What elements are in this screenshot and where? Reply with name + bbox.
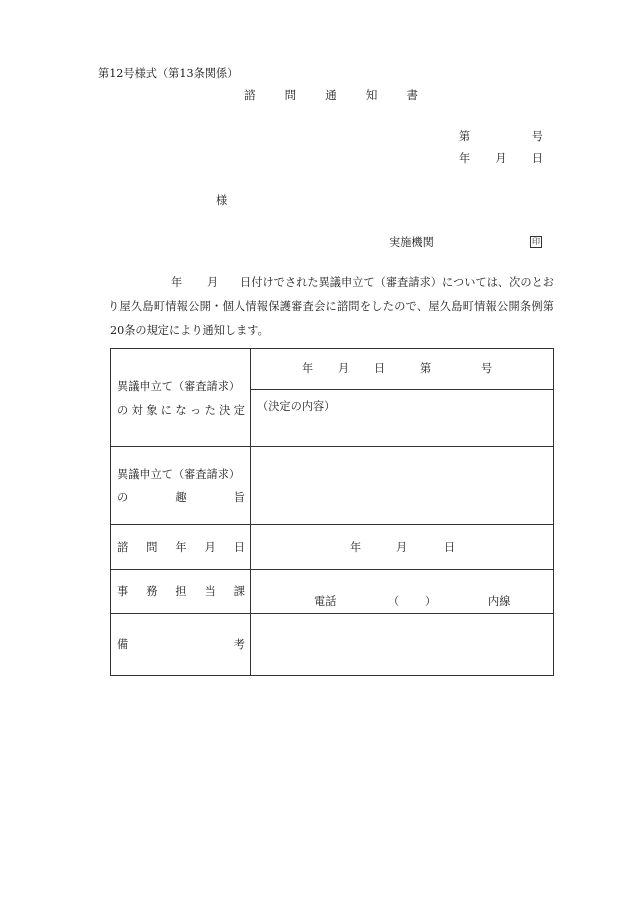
table-row-divider bbox=[111, 613, 553, 614]
label-char: た bbox=[204, 404, 216, 417]
label-char: 対 bbox=[131, 404, 143, 417]
document-title bbox=[244, 90, 418, 102]
paren-close: ） bbox=[425, 595, 437, 608]
table-row-divider bbox=[111, 524, 553, 525]
row-decision-content: （決定の内容） bbox=[257, 400, 336, 413]
row-remarks-label bbox=[117, 639, 245, 650]
extension-label: 内線 bbox=[488, 595, 511, 608]
form-number: 第12号様式（第13条関係） bbox=[98, 67, 239, 80]
table-column-divider bbox=[250, 349, 251, 675]
row-inquiry-date-label bbox=[117, 542, 245, 553]
title-char: 問 bbox=[284, 88, 297, 102]
body-year: 年 bbox=[171, 276, 183, 289]
inquiry-year: 年 bbox=[350, 541, 362, 554]
date-day: 日 bbox=[531, 152, 543, 165]
label-char: 担 bbox=[175, 585, 187, 598]
inquiry-table bbox=[110, 348, 554, 676]
label-char: 問 bbox=[146, 541, 158, 554]
seal-char: 印 bbox=[532, 237, 540, 246]
label-char: 当 bbox=[204, 585, 216, 598]
row-decision-label-line2 bbox=[117, 405, 245, 416]
label-char: 定 bbox=[233, 404, 245, 417]
row-decision-label-line1: 異議申立て（審査請求） bbox=[117, 380, 241, 393]
label-char: っ bbox=[189, 404, 202, 417]
doc-number-prefix: 第 bbox=[459, 130, 471, 143]
phone-label: 電話 bbox=[314, 595, 337, 608]
label-char: 年 bbox=[175, 541, 187, 554]
addressee-suffix: 様 bbox=[216, 194, 228, 207]
label-char: 象 bbox=[146, 404, 158, 417]
body-line-3: 20条の規定により通知します。 bbox=[110, 324, 269, 337]
table-row-divider bbox=[111, 446, 553, 447]
label-char: 諮 bbox=[117, 541, 129, 554]
document-number bbox=[459, 131, 543, 142]
row-purpose-label-line1: 異議申立て（審査請求） bbox=[117, 468, 241, 481]
decision-number-suffix: 号 bbox=[481, 362, 493, 375]
title-char: 通 bbox=[325, 88, 337, 102]
label-char: 考 bbox=[233, 638, 245, 651]
paren-open: （ bbox=[388, 595, 400, 608]
label-char: に bbox=[160, 404, 172, 417]
label-char: 課 bbox=[233, 585, 245, 598]
inquiry-day: 日 bbox=[444, 541, 456, 554]
issuer-label: 実施機関 bbox=[389, 236, 434, 249]
label-char: 趣 bbox=[175, 491, 187, 504]
label-char: 務 bbox=[146, 585, 158, 598]
body-paragraph bbox=[110, 271, 554, 343]
date-year: 年 bbox=[459, 152, 471, 165]
body-line-2: り屋久島町情報公開・個人情報保護審査会に諮問をしたので、屋久島町情報公開条例第 bbox=[108, 300, 554, 313]
label-char: 旨 bbox=[233, 491, 245, 504]
table-row-divider-inner bbox=[250, 389, 553, 390]
label-char: な bbox=[175, 404, 187, 417]
decision-month: 月 bbox=[338, 362, 350, 375]
title-char: 書 bbox=[406, 88, 418, 102]
body-month: 月 bbox=[207, 276, 219, 289]
label-char: の bbox=[117, 491, 129, 504]
label-char: 日 bbox=[233, 541, 245, 554]
title-char: 諮 bbox=[244, 88, 256, 102]
label-char: 事 bbox=[117, 585, 129, 598]
doc-number-suffix: 号 bbox=[531, 130, 543, 143]
body-line-1-text: 日付けでされた異議申立て（審査請求）については、次のとお bbox=[240, 276, 554, 289]
decision-day: 日 bbox=[374, 362, 386, 375]
title-char: 知 bbox=[365, 88, 378, 102]
seal-mark bbox=[530, 236, 542, 248]
table-row-divider bbox=[111, 569, 553, 570]
issue-date bbox=[459, 153, 543, 164]
label-char: 備 bbox=[117, 638, 129, 651]
label-char: の bbox=[117, 404, 129, 417]
inquiry-month: 月 bbox=[396, 541, 408, 554]
label-char: 決 bbox=[219, 404, 231, 417]
row-purpose-label-line2 bbox=[117, 492, 245, 503]
row-department-label bbox=[117, 586, 245, 597]
label-char: 月 bbox=[204, 541, 216, 554]
decision-number-prefix: 第 bbox=[420, 362, 432, 375]
date-month: 月 bbox=[495, 152, 507, 165]
decision-year: 年 bbox=[302, 362, 314, 375]
body-line-1 bbox=[110, 271, 554, 295]
